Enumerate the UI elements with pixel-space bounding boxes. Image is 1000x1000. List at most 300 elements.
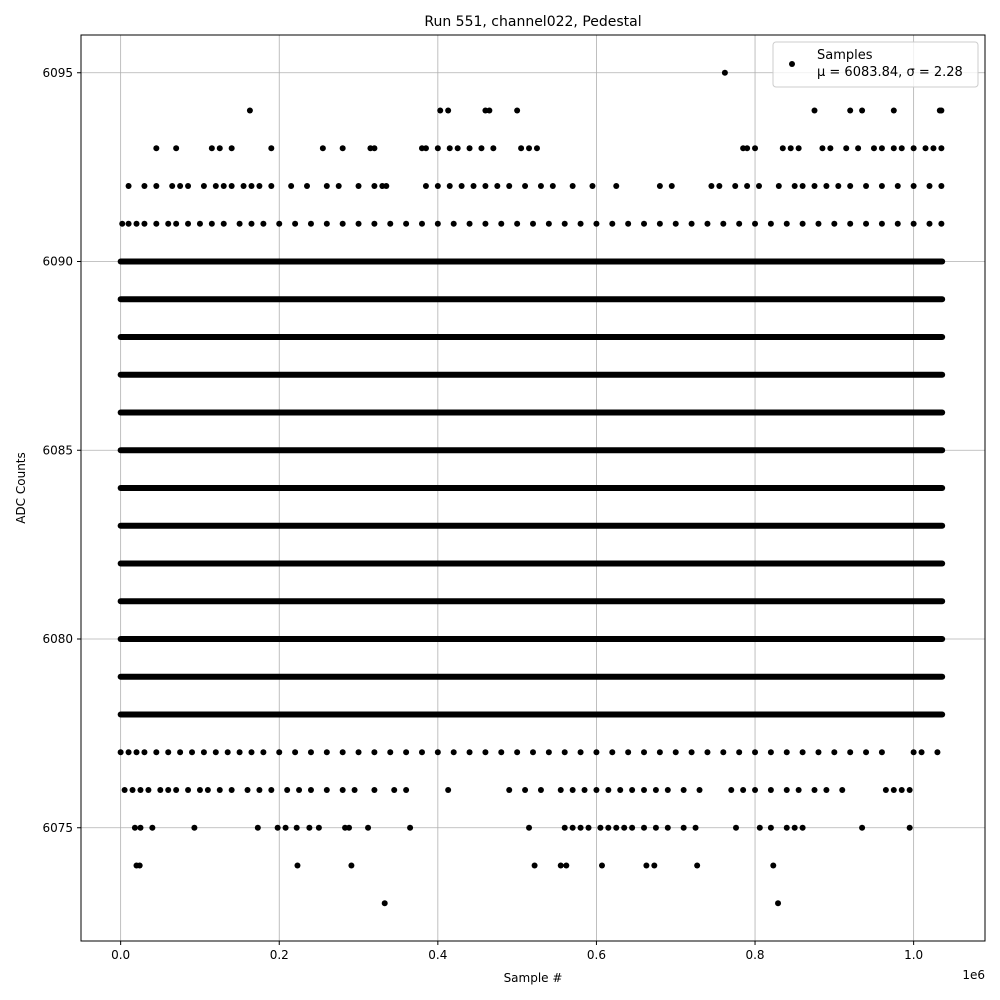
sample-point	[784, 221, 790, 227]
sample-point	[911, 221, 917, 227]
sample-point	[165, 749, 171, 755]
sample-point	[340, 787, 346, 793]
sample-point	[681, 825, 687, 831]
legend-label: Samples	[817, 48, 873, 63]
sample-point	[665, 787, 671, 793]
sample-point	[653, 787, 659, 793]
sample-point	[641, 787, 647, 793]
x-tick-label: 0.0	[111, 948, 131, 962]
sample-point	[744, 145, 750, 151]
sample-point	[665, 825, 671, 831]
sample-point	[792, 183, 798, 189]
x-tick-label: 1.0	[904, 948, 924, 962]
sample-point	[490, 145, 496, 151]
sample-point	[768, 749, 774, 755]
sample-point	[225, 749, 231, 755]
sample-point	[283, 825, 289, 831]
sample-point	[697, 787, 703, 793]
sample-point	[827, 145, 833, 151]
sample-point	[891, 108, 897, 114]
sample-point	[589, 183, 595, 189]
sample-point	[346, 825, 352, 831]
x-axis-offset-label: 1e6	[962, 968, 985, 982]
sample-point	[173, 221, 179, 227]
sample-point	[570, 787, 576, 793]
sample-point	[784, 787, 790, 793]
sample-point	[153, 749, 159, 755]
sample-point	[792, 825, 798, 831]
sample-point	[883, 787, 889, 793]
sample-point	[209, 221, 215, 227]
sample-point	[217, 145, 223, 151]
sample-point	[189, 749, 195, 755]
sample-point	[613, 183, 619, 189]
sample-point	[292, 749, 298, 755]
sample-point	[879, 183, 885, 189]
sample-point	[217, 787, 223, 793]
sample-point	[482, 749, 488, 755]
sample-point	[435, 221, 441, 227]
sample-point	[720, 749, 726, 755]
sample-point	[863, 749, 869, 755]
sample-point	[276, 749, 282, 755]
sample-point	[689, 749, 695, 755]
sample-point	[340, 145, 346, 151]
sample-point	[467, 749, 473, 755]
sample-point	[471, 183, 477, 189]
sample-point	[609, 221, 615, 227]
sample-point	[324, 221, 330, 227]
sample-point	[796, 787, 802, 793]
sample-point	[197, 787, 203, 793]
sample-point	[478, 145, 484, 151]
sample-point	[145, 787, 151, 793]
sample-point	[938, 221, 944, 227]
sample-point	[895, 183, 901, 189]
legend-stats: μ = 6083.84, σ = 2.28	[817, 65, 963, 80]
sample-point	[831, 749, 837, 755]
sample-point	[514, 749, 520, 755]
sample-point	[423, 145, 429, 151]
sample-point	[815, 221, 821, 227]
sample-point	[306, 825, 312, 831]
sample-point	[578, 221, 584, 227]
sample-point	[356, 221, 362, 227]
sample-point	[137, 863, 143, 869]
sample-point	[275, 825, 281, 831]
sample-point	[467, 221, 473, 227]
sample-point	[812, 787, 818, 793]
sample-point	[451, 221, 457, 227]
sample-point	[221, 221, 227, 227]
sample-point	[482, 221, 488, 227]
chart-title: Run 551, channel022, Pedestal	[424, 14, 642, 30]
sample-point	[907, 825, 913, 831]
sample-point	[823, 787, 829, 793]
sample-point	[256, 787, 262, 793]
sample-point	[514, 108, 520, 114]
sample-point	[744, 183, 750, 189]
sample-point	[153, 183, 159, 189]
sample-point	[780, 145, 786, 151]
sample-point	[599, 863, 605, 869]
sample-point	[899, 787, 905, 793]
sample-point	[673, 749, 679, 755]
sample-point	[728, 787, 734, 793]
sample-point	[693, 825, 699, 831]
sample-point	[757, 825, 763, 831]
sample-point	[919, 749, 925, 755]
sample-point	[847, 108, 853, 114]
sample-point	[141, 749, 147, 755]
sample-point	[445, 108, 451, 114]
sample-point	[720, 221, 726, 227]
sample-point	[657, 221, 663, 227]
sample-point	[177, 749, 183, 755]
sample-point	[812, 108, 818, 114]
sample-point	[641, 825, 647, 831]
sample-point	[403, 749, 409, 755]
sample-point	[657, 749, 663, 755]
sample-point	[546, 221, 552, 227]
sample-point	[419, 221, 425, 227]
sample-point	[835, 183, 841, 189]
sample-point	[284, 787, 290, 793]
sample-point	[435, 145, 441, 151]
sample-point	[268, 145, 274, 151]
sample-point	[229, 787, 235, 793]
sample-point	[137, 825, 143, 831]
sample-point	[938, 108, 944, 114]
sample-point	[371, 787, 377, 793]
sample-point	[522, 787, 528, 793]
sample-point	[530, 221, 536, 227]
sample-point	[185, 787, 191, 793]
sample-point	[863, 221, 869, 227]
sample-point	[907, 787, 913, 793]
sample-point	[629, 825, 635, 831]
sample-point	[653, 825, 659, 831]
sample-point	[134, 221, 140, 227]
sample-point	[534, 145, 540, 151]
sample-point	[498, 221, 504, 227]
sample-point	[784, 749, 790, 755]
sample-point	[296, 787, 302, 793]
sample-point	[201, 183, 207, 189]
sample-point	[847, 221, 853, 227]
legend	[773, 42, 978, 87]
y-tick-label: 6080	[42, 632, 73, 646]
sample-point	[132, 825, 138, 831]
sample-point	[229, 145, 235, 151]
sample-point	[165, 221, 171, 227]
sample-point	[435, 183, 441, 189]
sample-point	[177, 183, 183, 189]
sample-point	[570, 825, 576, 831]
sample-point	[371, 183, 377, 189]
sample-point	[526, 825, 532, 831]
sample-point	[736, 749, 742, 755]
sample-point	[276, 221, 282, 227]
sample-point	[911, 145, 917, 151]
x-tick-label: 0.2	[269, 948, 289, 962]
sample-point	[694, 863, 700, 869]
sample-point	[563, 863, 569, 869]
sample-point	[256, 183, 262, 189]
sample-point	[248, 221, 254, 227]
sample-point	[191, 825, 197, 831]
sample-point	[130, 787, 136, 793]
sample-point	[209, 145, 215, 151]
sample-point	[752, 145, 758, 151]
sample-point	[582, 787, 588, 793]
sample-point	[609, 749, 615, 755]
sample-point	[629, 787, 635, 793]
sample-point	[435, 749, 441, 755]
sample-point	[613, 825, 619, 831]
sample-point	[812, 183, 818, 189]
sample-point	[165, 787, 171, 793]
y-tick-label: 6085	[42, 443, 73, 458]
sample-point	[255, 825, 261, 831]
sample-point	[768, 787, 774, 793]
sample-point	[348, 863, 354, 869]
sample-point	[768, 825, 774, 831]
sample-point	[930, 145, 936, 151]
sample-point	[173, 787, 179, 793]
sample-point	[605, 825, 611, 831]
sample-point	[550, 183, 556, 189]
sample-point	[831, 221, 837, 227]
sample-point	[605, 787, 611, 793]
sample-point	[532, 863, 538, 869]
sample-point	[732, 183, 738, 189]
sample-point	[891, 787, 897, 793]
sample-point	[486, 108, 492, 114]
sample-point	[371, 145, 377, 151]
sample-point	[752, 221, 758, 227]
sample-point	[407, 825, 413, 831]
sample-point	[752, 787, 758, 793]
sample-point	[669, 183, 675, 189]
sample-point	[593, 787, 599, 793]
sample-point	[185, 183, 191, 189]
sample-point	[740, 787, 746, 793]
sample-point	[704, 749, 710, 755]
sample-point	[843, 145, 849, 151]
sample-point	[562, 749, 568, 755]
sample-point	[320, 145, 326, 151]
sample-point	[546, 749, 552, 755]
sample-point	[839, 787, 845, 793]
sample-point	[776, 183, 782, 189]
sample-point	[237, 749, 243, 755]
sample-point	[708, 183, 714, 189]
sample-point	[538, 183, 544, 189]
sample-point	[391, 787, 397, 793]
sample-point	[625, 221, 631, 227]
sample-point	[292, 221, 298, 227]
sample-point	[562, 221, 568, 227]
sample-point	[201, 749, 207, 755]
sample-point	[938, 145, 944, 151]
y-axis-label: ADC Counts	[14, 452, 28, 524]
sample-point	[558, 863, 564, 869]
sample-point	[340, 749, 346, 755]
sample-point	[119, 221, 125, 227]
sample-point	[704, 221, 710, 227]
y-tick-label: 6095	[42, 65, 73, 80]
sample-point	[308, 787, 314, 793]
sample-point	[451, 749, 457, 755]
sample-point	[733, 825, 739, 831]
sample-point	[221, 183, 227, 189]
sample-point	[122, 787, 128, 793]
sample-point	[800, 183, 806, 189]
sample-point	[316, 825, 322, 831]
y-tick-label: 6075	[42, 820, 73, 835]
sample-point	[673, 221, 679, 227]
sample-point	[756, 183, 762, 189]
sample-point	[570, 183, 576, 189]
sample-point	[923, 145, 929, 151]
sample-point	[597, 825, 603, 831]
sample-point	[149, 825, 155, 831]
sample-point	[247, 108, 253, 114]
sample-point	[403, 787, 409, 793]
sample-point	[800, 749, 806, 755]
sample-point	[126, 749, 132, 755]
sample-point	[467, 145, 473, 151]
sample-point	[934, 749, 940, 755]
sample-point	[423, 183, 429, 189]
sample-point	[895, 221, 901, 227]
sample-point	[526, 145, 532, 151]
sample-point	[308, 221, 314, 227]
sample-point	[899, 145, 905, 151]
sample-point	[514, 221, 520, 227]
sample-point	[356, 749, 362, 755]
sample-point	[294, 863, 300, 869]
sample-point	[788, 145, 794, 151]
sample-point	[248, 749, 254, 755]
sample-point	[722, 70, 728, 76]
sample-point	[815, 749, 821, 755]
sample-point	[340, 221, 346, 227]
sample-point	[141, 221, 147, 227]
sample-point	[855, 145, 861, 151]
sample-point	[494, 183, 500, 189]
sample-point	[260, 749, 266, 755]
x-tick-label: 0.6	[586, 948, 606, 962]
sample-point	[689, 221, 695, 227]
sample-point	[197, 221, 203, 227]
sample-point	[447, 183, 453, 189]
sample-point	[736, 221, 742, 227]
sample-point	[336, 183, 342, 189]
sample-point	[419, 749, 425, 755]
sample-point	[506, 183, 512, 189]
sample-point	[260, 221, 266, 227]
sample-point	[447, 145, 453, 151]
sample-point	[768, 221, 774, 227]
sample-point	[506, 787, 512, 793]
sample-point	[770, 863, 776, 869]
sample-point	[213, 749, 219, 755]
sample-point	[153, 145, 159, 151]
sample-point	[371, 749, 377, 755]
sample-point	[248, 183, 254, 189]
sample-point	[643, 863, 649, 869]
sample-point	[445, 787, 451, 793]
sample-point	[324, 183, 330, 189]
x-tick-label: 0.8	[745, 948, 765, 962]
sample-point	[578, 825, 584, 831]
sample-point	[796, 145, 802, 151]
sample-point	[437, 108, 443, 114]
sample-point	[205, 787, 211, 793]
sample-point	[859, 825, 865, 831]
sample-point	[324, 787, 330, 793]
sample-point	[118, 749, 124, 755]
sample-point	[926, 183, 932, 189]
sample-point	[558, 787, 564, 793]
sample-point	[352, 787, 358, 793]
sample-point	[879, 221, 885, 227]
sample-point	[819, 145, 825, 151]
sample-point	[173, 145, 179, 151]
sample-point	[213, 183, 219, 189]
sample-point	[621, 825, 627, 831]
sample-point	[387, 749, 393, 755]
y-tick-label: 6090	[42, 254, 73, 269]
sample-point	[245, 787, 251, 793]
sample-point	[134, 749, 140, 755]
sample-point	[403, 221, 409, 227]
sample-point	[657, 183, 663, 189]
sample-point	[859, 108, 865, 114]
sample-point	[538, 787, 544, 793]
sample-point	[268, 183, 274, 189]
sample-point	[365, 825, 371, 831]
sample-point	[268, 787, 274, 793]
sample-point	[911, 749, 917, 755]
sample-point	[304, 183, 310, 189]
sample-point	[641, 221, 647, 227]
sample-point	[324, 749, 330, 755]
sample-point	[752, 749, 758, 755]
sample-point	[455, 145, 461, 151]
sample-point	[185, 221, 191, 227]
sample-point	[651, 863, 657, 869]
sample-point	[641, 749, 647, 755]
sample-point	[308, 749, 314, 755]
sample-point	[871, 145, 877, 151]
sample-point	[498, 749, 504, 755]
sample-point	[593, 221, 599, 227]
sample-point	[356, 183, 362, 189]
sample-point	[681, 787, 687, 793]
sample-point	[141, 183, 147, 189]
sample-point	[879, 145, 885, 151]
sample-point	[157, 787, 163, 793]
sample-point	[716, 183, 722, 189]
sample-point	[800, 221, 806, 227]
sample-point	[578, 749, 584, 755]
sample-point	[229, 183, 235, 189]
sample-point	[482, 183, 488, 189]
sample-point	[823, 183, 829, 189]
